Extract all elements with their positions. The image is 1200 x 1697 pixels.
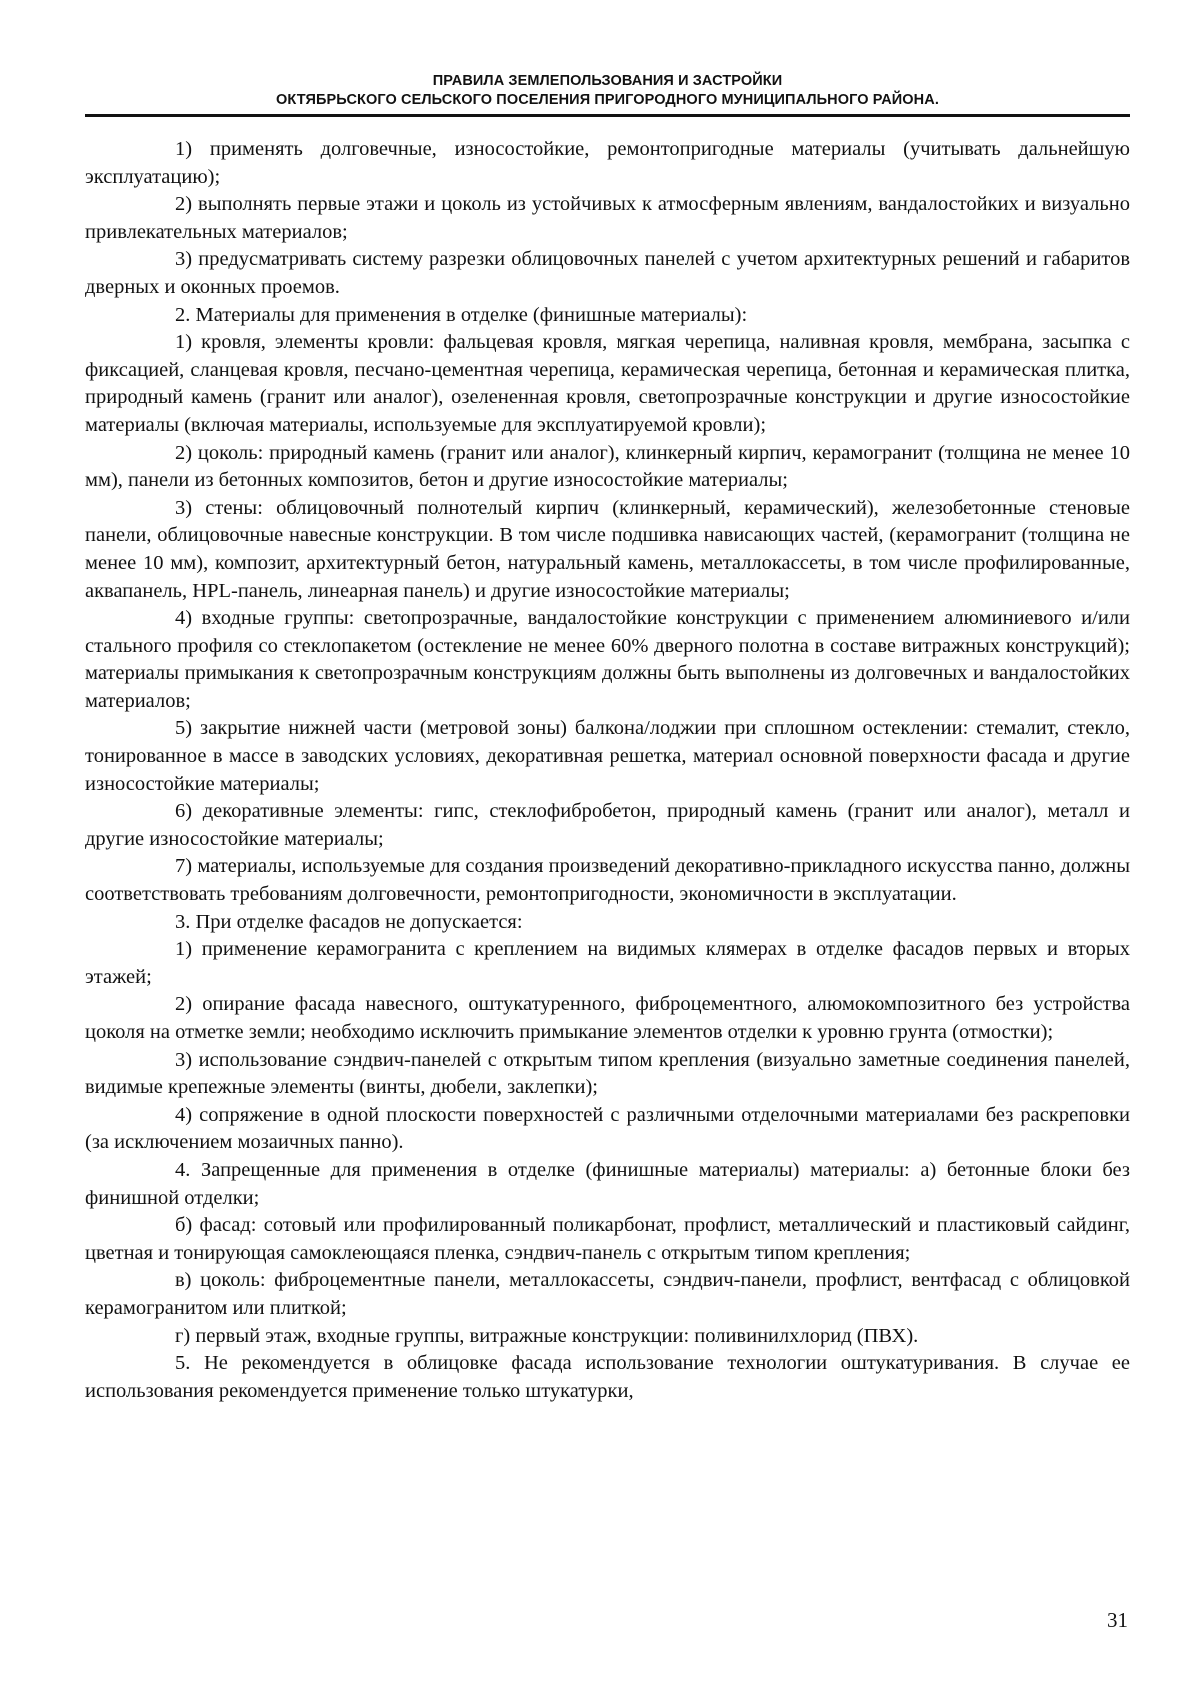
section-heading: 3. При отделке фасадов не допускается:	[175, 910, 523, 933]
paragraph: г) первый этаж, входные группы, витражные конструкции: поливинилхлорид (ПВХ).	[175, 1324, 919, 1347]
section-heading: 4. Запрещенные для применения в отделке (финишные материалы) материалы: а) бетонные блоки без финишной отделки;	[85, 1158, 1130, 1209]
paragraph: 3) стены: облицовочный полнотелый кирпич (клинкерный, керамический), железобетонные стеновые панели, облицовочные навесные конструкции. В том числе подшивка нависающих частей, (керамогранит (толщина не менее 10 мм), композит, архитектурный бетон, натуральный камень, металлокассеты, в том числе профилированные, аквапанель, HPL-панель, линеарная панель) и другие износостойкие материалы;	[85, 496, 1130, 602]
paragraph: в) цоколь: фиброцементные панели, металлокассеты, сэндвич-панели, профлист, вентфасад с облицовкой керамогранитом или плиткой;	[85, 1269, 1130, 1319]
section-heading: 2. Материалы для применения в отделке (финишные материалы):	[175, 303, 748, 326]
page-number: 31	[1107, 1608, 1128, 1632]
running-header	[85, 72, 1130, 110]
paragraph: 5) закрытие нижней части (метровой зоны) балкона/лоджии при сплошном остеклении: стемалит, стекло, тонированное в массе в заводских условиях, декоративная решетка, материал основной поверхности фасада и другие износостойкие материалы;	[85, 717, 1130, 795]
header-line-2: ОКТЯБРЬСКОГО СЕЛЬСКОГО ПОСЕЛЕНИЯ ПРИГОРОДНОГО МУНИЦИПАЛЬНОГО РАЙОНА.	[276, 92, 939, 108]
paragraph: 2) опирание фасада навесного, оштукатуренного, фиброцементного, алюмокомпозитного без устройства цоколя на отметке земли; необходимо исключить примыкание элементов отделки к уровню грунта (отмостки);	[85, 993, 1130, 1043]
paragraph: 1) применение керамогранита с креплением на видимых клямерах в отделке фасадов первых и вторых этажей;	[85, 938, 1130, 988]
section-heading: 5. Не рекомендуется в облицовке фасада использование технологии оштукатуривания. В случае ее использования рекомендуется применение только штукатурки,	[85, 1352, 1130, 1402]
paragraph: 4) входные группы: светопрозрачные, вандалостойкие конструкции с применением алюминиевого и/или стального профиля со стеклопакетом (остекление не менее 60% дверного полотна в составе витражных конструкций); материалы примыкания к светопрозрачным конструкциям должны быть выполнены из долговечных и вандалостойких материалов;	[85, 607, 1130, 712]
paragraph: 2) выполнять первые этажи и цоколь из устойчивых к атмосферным явлениям, вандалостойких и визуально привлекательных материалов;	[85, 193, 1130, 243]
paragraph: 3) использование сэндвич-панелей с открытым типом крепления (визуально заметные соединения панелей, видимые крепежные элементы (винты, дюбели, заклепки);	[85, 1048, 1130, 1099]
document-body	[85, 136, 1130, 1405]
paragraph: 1) применять долговечные, износостойкие, ремонтопригодные материалы (учитывать дальнейшую эксплуатацию);	[85, 138, 1130, 188]
paragraph: б) фасад: сотовый или профилированный поликарбонат, профлист, металлический и пластиковый сайдинг, цветная и тонирующая самоклеющаяся пленка, сэндвич-панель с открытым типом крепления;	[85, 1214, 1130, 1264]
paragraph: 2) цоколь: природный камень (гранит или аналог), клинкерный кирпич, керамогранит (толщина не менее 10 мм), панели из бетонных композитов, бетон и другие износостойкие материалы;	[85, 441, 1130, 492]
paragraph: 7) материалы, используемые для создания произведений декоративно-прикладного искусства панно, должны соответствовать требованиям долговечности, ремонтопригодности, экономичности в эксплуатации.	[85, 855, 1130, 906]
paragraph: 1) кровля, элементы кровли: фальцевая кровля, мягкая черепица, наливная кровля, мембрана, засыпка с фиксацией, сланцевая кровля, песчано-цементная черепица, керамическая черепица, бетонная и керамическая плитка, природный камень (гранит или аналог), озелененная кровля, светопрозрачные конструкции и другие износостойкие материалы (включая материалы, используемые для эксплуатируемой кровли);	[85, 331, 1130, 436]
header-rule	[85, 114, 1130, 117]
paragraph: 3) предусматривать систему разрезки облицовочных панелей с учетом архитектурных решений и габаритов дверных и оконных проемов.	[85, 248, 1130, 298]
paragraph: 6) декоративные элементы: гипс, стеклофибробетон, природный камень (гранит или аналог), металл и другие износостойкие материалы;	[85, 800, 1130, 850]
header-line-1: ПРАВИЛА ЗЕМЛЕПОЛЬЗОВАНИЯ И ЗАСТРОЙКИ	[432, 73, 783, 89]
paragraph: 4) сопряжение в одной плоскости поверхностей с различными отделочными материалами без раскреповки (за исключением мозаичных панно).	[85, 1103, 1130, 1154]
